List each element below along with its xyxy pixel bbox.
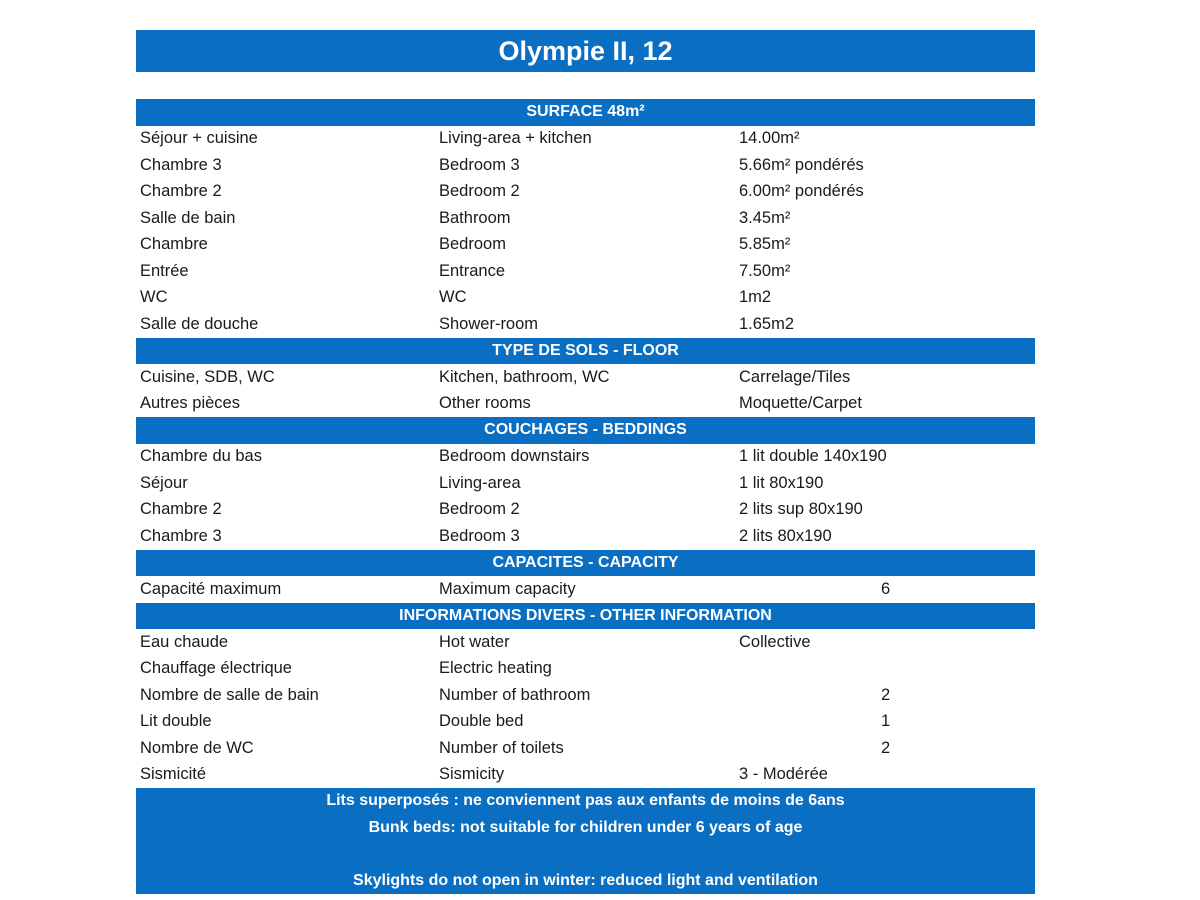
cell-value: 5.85m² xyxy=(739,235,791,254)
surface-rows xyxy=(136,126,1035,338)
cell-en: Maximum capacity xyxy=(439,579,576,598)
cell-en: Electric heating xyxy=(439,659,552,678)
cell-fr: Capacité maximum xyxy=(140,579,282,598)
cell-value: Carrelage/Tiles xyxy=(739,367,851,386)
cell-value: 1m2 xyxy=(739,288,772,307)
page-title: Olympie II, 12 xyxy=(136,30,1035,72)
cell-en: Number of toilets xyxy=(439,738,564,757)
property-sheet xyxy=(136,30,1035,894)
info-rows xyxy=(136,629,1035,788)
table-row xyxy=(136,709,1035,736)
table-row xyxy=(136,523,1035,550)
cell-en: Bedroom 3 xyxy=(439,155,520,174)
cell-fr: Chauffage électrique xyxy=(140,659,292,678)
cell-fr: Eau chaude xyxy=(140,632,229,651)
cell-en: WC xyxy=(439,288,467,307)
cell-value: 7.50m² xyxy=(739,261,791,280)
cell-fr: Séjour + cuisine xyxy=(140,129,258,148)
cell-en: Living-area xyxy=(439,473,521,492)
cell-value: 5.66m² pondérés xyxy=(739,155,864,174)
cell-fr: Chambre 3 xyxy=(140,155,222,174)
cell-fr: Chambre 2 xyxy=(140,182,222,201)
cell-fr: Séjour xyxy=(140,473,188,492)
cell-fr: Salle de bain xyxy=(140,208,236,227)
cell-en: Bedroom xyxy=(439,235,506,254)
notes-panel xyxy=(136,788,1035,894)
cell-en: Bathroom xyxy=(439,208,511,227)
table-row xyxy=(136,444,1035,471)
cell-fr: WC xyxy=(140,288,168,307)
note-skylights: Skylights do not open in winter: reduced light and ventilation xyxy=(353,871,818,889)
table-row xyxy=(136,179,1035,206)
cell-fr: Chambre 3 xyxy=(140,526,222,545)
table-row xyxy=(136,470,1035,497)
cell-fr: Lit double xyxy=(140,712,212,731)
cell-en: Bedroom 2 xyxy=(439,500,520,519)
table-row xyxy=(136,682,1035,709)
cell-en: Double bed xyxy=(439,712,524,731)
table-row xyxy=(136,126,1035,153)
cell-number: 2 xyxy=(881,685,891,704)
table-row xyxy=(136,364,1035,391)
table-row xyxy=(136,232,1035,259)
cell-fr: Chambre 2 xyxy=(140,500,222,519)
cell-value: 14.00m² xyxy=(739,129,800,148)
cell-en: Sismicity xyxy=(439,765,505,784)
cell-value: 1 lit 80x190 xyxy=(739,473,824,492)
cell-fr: Nombre de salle de bain xyxy=(140,685,319,704)
table-row xyxy=(136,497,1035,524)
cell-value: 3.45m² xyxy=(739,208,791,227)
table-row xyxy=(136,735,1035,762)
cell-fr: Autres pièces xyxy=(140,394,240,413)
cell-en: Bedroom 3 xyxy=(439,526,520,545)
cell-value: 1.65m2 xyxy=(739,314,795,333)
cell-number: 6 xyxy=(881,579,891,598)
cell-en: Living-area + kitchen xyxy=(439,129,592,148)
cell-en: Other rooms xyxy=(439,394,531,413)
cell-fr: Cuisine, SDB, WC xyxy=(140,367,275,386)
table-row xyxy=(136,576,1035,603)
cell-en: Kitchen, bathroom, WC xyxy=(439,367,610,386)
cell-fr: Entrée xyxy=(140,261,189,280)
spacer xyxy=(136,72,1035,99)
section-header-capacity: CAPACITES - CAPACITY xyxy=(136,550,1035,577)
cell-en: Hot water xyxy=(439,632,510,651)
cell-fr: Salle de douche xyxy=(140,314,259,333)
cell-value: 2 lits sup 80x190 xyxy=(739,500,863,519)
section-header-floor: TYPE DE SOLS - FLOOR xyxy=(136,338,1035,365)
cell-value: 6.00m² pondérés xyxy=(739,182,864,201)
table-row xyxy=(136,285,1035,312)
section-header-beddings: COUCHAGES - BEDDINGS xyxy=(136,417,1035,444)
cell-value: 3 - Modérée xyxy=(739,765,828,784)
table-row xyxy=(136,762,1035,789)
table-row xyxy=(136,205,1035,232)
cell-number: 1 xyxy=(881,712,891,731)
cell-fr: Sismicité xyxy=(140,765,207,784)
note-bunk-beds-fr: Lits superposés : ne conviennent pas aux enfants de moins de 6ans xyxy=(326,792,845,810)
cell-value: 1 lit double 140x190 xyxy=(739,447,887,466)
table-row xyxy=(136,629,1035,656)
section-header-surface: SURFACE 48m² xyxy=(136,99,1035,126)
cell-en: Number of bathroom xyxy=(439,685,591,704)
cell-number: 2 xyxy=(881,738,891,757)
cell-value: Moquette/Carpet xyxy=(739,394,862,413)
cell-fr: Chambre xyxy=(140,235,208,254)
cell-en: Entrance xyxy=(439,261,506,280)
table-row xyxy=(136,391,1035,418)
cell-fr: Nombre de WC xyxy=(140,738,254,757)
cell-en: Shower-room xyxy=(439,314,539,333)
cell-en: Bedroom downstairs xyxy=(439,447,590,466)
table-row xyxy=(136,656,1035,683)
cell-en: Bedroom 2 xyxy=(439,182,520,201)
capacity-rows xyxy=(136,576,1035,603)
beddings-rows xyxy=(136,444,1035,550)
table-row xyxy=(136,311,1035,338)
table-row xyxy=(136,258,1035,285)
note-bunk-beds-en: Bunk beds: not suitable for children under 6 years of age xyxy=(368,818,803,836)
floor-rows xyxy=(136,364,1035,417)
cell-fr: Chambre du bas xyxy=(140,447,262,466)
cell-value: 2 lits 80x190 xyxy=(739,526,832,545)
section-header-info: INFORMATIONS DIVERS - OTHER INFORMATION xyxy=(136,603,1035,630)
cell-value: Collective xyxy=(739,632,811,651)
table-row xyxy=(136,152,1035,179)
